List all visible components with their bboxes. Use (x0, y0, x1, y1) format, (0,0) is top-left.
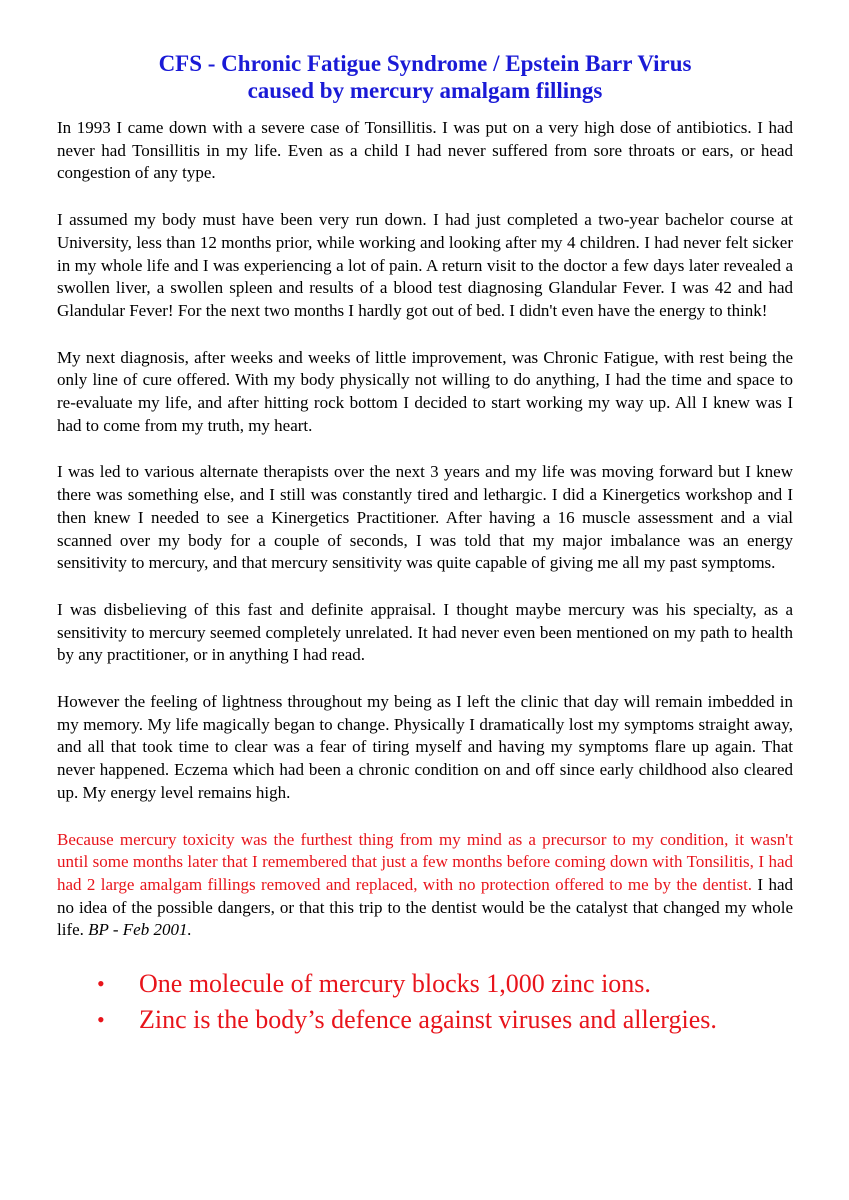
paragraph-4: I was led to various alternate therapists over the next 3 years and my life was moving forward but I knew there was something else, and I still was constantly tired and lethargic. I did a Kinergetics workshop and I then knew I needed to see a Kinergetics Practitioner. After having a 16 muscle assessment and a vial scanned over my body for a couple of seconds, I was told that my major imbalance was an energy sensitivity to mercury, and that mercury sensitivity was quite capable of giving me all my past symptoms. (57, 462, 793, 573)
document-page (57, 50, 793, 1038)
paragraph-2: I assumed my body must have been very run down. I had just completed a two-year bachelor course at University, less than 12 months prior, while working and looking after my 4 children. I had never felt sicker in my whole life and I was experiencing a lot of pain. A return visit to the doctor a few days later revealed a swollen liver, a swollen spleen and results of a blood test diagnosing Glandular Fever. I was 42 and had Glandular Fever! For the next two months I hardly got out of bed. I didn't even have the energy to think! (57, 210, 793, 320)
highlighted-text: Because mercury toxicity was the furthest thing from my mind as a precursor to my condition, it wasn't until some months later that I remembered that just a few months before coming down with Tonsilitis, I had had 2 large amalgam fillings removed and replaced, with no protection offered to me by the dentist. (57, 829, 793, 894)
title-line-2: caused by mercury amalgam fillings (247, 78, 603, 103)
fact-text: Zinc is the body’s defence against viruses and allergies. (139, 1005, 717, 1035)
paragraph-5: I was disbelieving of this fast and definite appraisal. I thought maybe mercury was his specialty, as a sensitivity to mercury seemed completely unrelated. It had never even been mentioned on my path to health by any practitioner, or in anything I had read. (57, 599, 793, 665)
closing-text: I had no idea of the possible dangers, or that this trip to the dentist would be the catalyst that changed my whole life. (57, 874, 793, 940)
paragraph-1: In 1993 I came down with a severe case of Tonsillitis. I was put on a very high dose of antibiotics. I had never had Tonsillitis in my life. Even as a child I had never suffered from sore throats or ears, or head congestion of any type. (57, 118, 793, 183)
paragraph-3: My next diagnosis, after weeks and weeks of little improvement, was Chronic Fatigue, with rest being the only line of cure offered. With my body physically not willing to do anything, I had the time and space to re-evaluate my life, and after hitting rock bottom I decided to start working my way up. All I knew was I had to come from my truth, my heart. (57, 347, 793, 435)
title-line-1: CFS - Chronic Fatigue Syndrome / Epstein Barr Virus (158, 51, 692, 76)
facts-list (57, 966, 793, 1038)
page-title (57, 50, 793, 104)
paragraph-7 (57, 829, 793, 943)
signature: BP - Feb 2001. (88, 920, 192, 940)
list-item (57, 966, 793, 1002)
bullet-icon: • (97, 971, 105, 997)
fact-text: One molecule of mercury blocks 1,000 zinc ions. (139, 969, 651, 999)
list-item (57, 1002, 793, 1038)
paragraph-6: However the feeling of lightness throughout my being as I left the clinic that day will remain imbedded in my memory. My life magically began to change. Physically I dramatically lost my symptoms straight away, and all that took time to clear was a fear of tiring myself and having my symptoms flare up again. That never happened. Eczema which had been a chronic condition on and off since early childhood also cleared up. My energy level remains high. (57, 692, 793, 802)
bullet-icon: • (97, 1007, 105, 1033)
